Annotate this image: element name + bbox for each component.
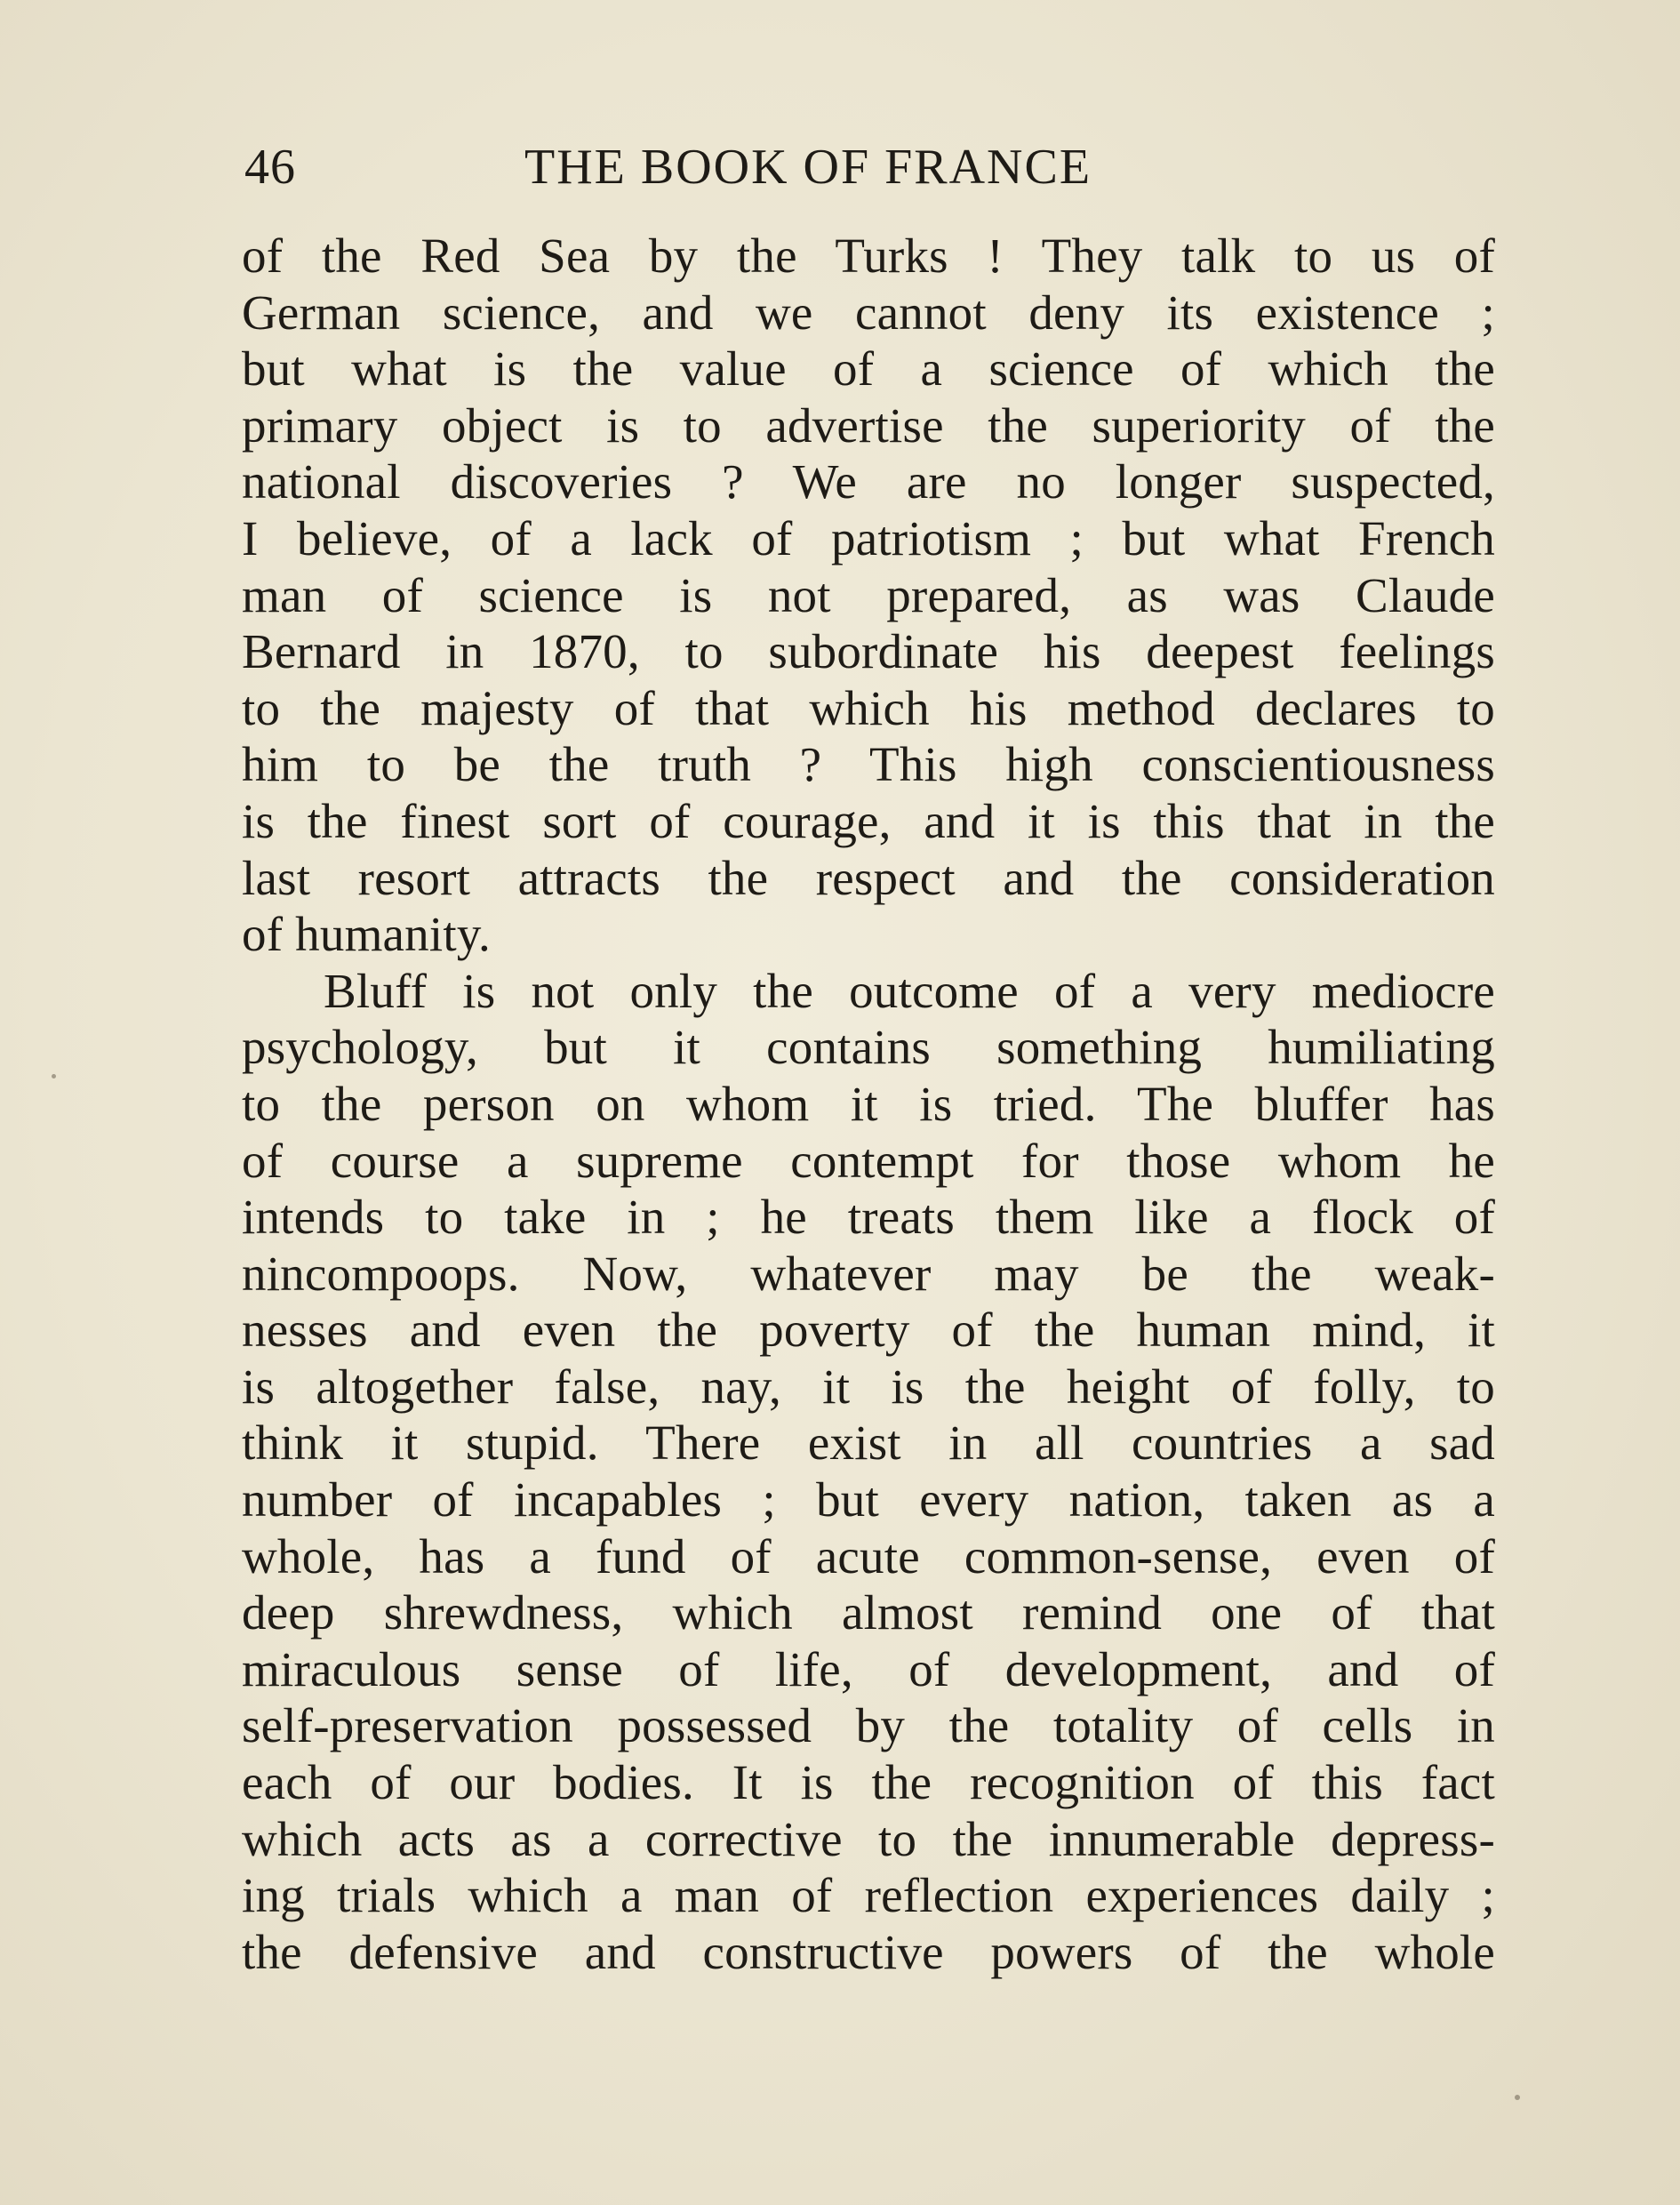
text-line: of humanity. xyxy=(242,907,491,962)
text-line: I believe, of a lack of patriotism ; but what French xyxy=(242,510,1495,565)
text-line: each of our bodies. It is the recognition of this fact xyxy=(242,1755,1495,1810)
paragraph-first-line: Bluff is not only the outcome of a very mediocre xyxy=(324,963,1495,1018)
body-text xyxy=(242,228,1495,1980)
text-line: primary object is to advertise the superiority of the xyxy=(242,397,1495,453)
text-line: deep shrewdness, which almost remind one of that xyxy=(242,1585,1495,1640)
text-line: intends to take in ; he treats them like a flock of xyxy=(242,1190,1495,1245)
text-line: of course a supreme contempt for those whom he xyxy=(242,1133,1495,1188)
text-line: nincompoops. Now, whatever may be the weak- xyxy=(242,1246,1495,1301)
text-line: number of incapables ; but every nation, taken as a xyxy=(242,1472,1495,1527)
page-header xyxy=(244,132,1213,203)
text-line: last resort attracts the respect and the consideration xyxy=(242,850,1495,905)
text-line: psychology, but it contains something humiliating xyxy=(242,1020,1495,1075)
page-number: 46 xyxy=(244,140,296,195)
text-line: him to be the truth ? This high conscientiousness xyxy=(242,737,1495,792)
text-line: is altogether false, nay, it is the height of folly, to xyxy=(242,1359,1495,1414)
text-line: to the majesty of that which his method declares to xyxy=(242,680,1495,735)
text-line: ing trials which a man of reflection experiences daily ; xyxy=(242,1868,1495,1923)
text-line: nesses and even the poverty of the human mind, it xyxy=(242,1303,1495,1358)
text-line: which acts as a corrective to the innumerable depress- xyxy=(242,1811,1495,1866)
text-line: miraculous sense of life, of development, and of xyxy=(242,1641,1495,1696)
text-line: Bernard in 1870, to subordinate his deepest feelings xyxy=(242,624,1495,679)
text-line: self-preservation possessed by the totality of cells in xyxy=(242,1698,1495,1753)
running-head: THE BOOK OF FRANCE xyxy=(524,140,1092,195)
text-line: whole, has a fund of acute common-sense, even of xyxy=(242,1528,1495,1584)
text-line: the defensive and constructive powers of the whole xyxy=(242,1924,1495,1979)
text-line: German science, and we cannot deny its existence ; xyxy=(242,285,1495,340)
text-line: to the person on whom it is tried. The bluffer has xyxy=(242,1076,1495,1131)
text-line: think it stupid. There exist in all countries a sad xyxy=(242,1415,1495,1471)
text-line: man of science is not prepared, as was Claude xyxy=(242,567,1495,622)
text-line: of the Red Sea by the Turks ! They talk to us of xyxy=(242,229,1495,283)
paper-speck xyxy=(1515,2095,1520,2100)
text-line: but what is the value of a science of which the xyxy=(242,341,1495,397)
text-line: is the finest sort of courage, and it is this that in the xyxy=(242,793,1495,848)
text-line: national discoveries ? We are no longer suspected, xyxy=(242,454,1495,509)
paper-speck xyxy=(52,1074,56,1078)
